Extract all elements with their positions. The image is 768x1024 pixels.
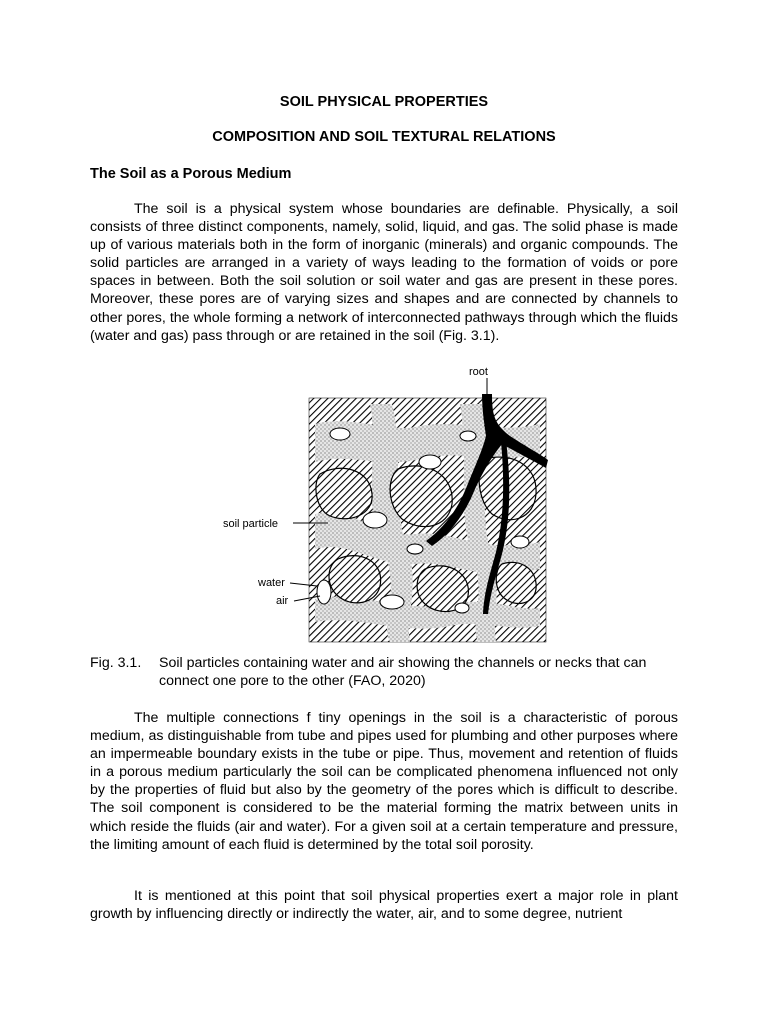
air-pocket xyxy=(380,595,404,609)
air-pocket xyxy=(363,512,387,528)
caption-text: Soil particles containing water and air showing the channels or necks that can connect one pore to the other (FAO, 2020) xyxy=(159,655,647,690)
soil-particle xyxy=(316,468,372,518)
label-water: water xyxy=(258,577,285,589)
paragraph-3: It is mentioned at this point that soil physical properties exert a major role in plant growth by influencing directly or indirectly the water, air, and to some degree, nutrient xyxy=(90,888,678,923)
air-pocket xyxy=(330,428,350,440)
label-soil-particle: soil particle xyxy=(223,518,279,530)
air-pocket xyxy=(407,544,423,554)
label-root: root xyxy=(469,366,488,378)
section-heading: The Soil as a Porous Medium xyxy=(90,166,292,182)
air-pocket xyxy=(460,431,476,441)
air-pocket xyxy=(317,580,331,604)
figure-soil-pores xyxy=(220,364,560,654)
soil-diagram xyxy=(220,364,560,654)
paragraph-2: The multiple connections f tiny openings in the soil is a characteristic of porous medium, as distinguishable from tube and pipes used for plumbing and other purposes where an impermeable boundary exists in the tube or pipe. Thus, movement and retention of fluids in a porous medium particularly the soil can be complicated phenomena influenced not only by the properties of fluid but also by the geometry of the pores which is difficult to describe. The soil component is considered to be the material forming the matrix between units in which reside the fluids (air and water). For a given soil at a certain temperature and pressure, the limiting amount of each fluid is determined by the total soil porosity. xyxy=(90,710,678,853)
air-pocket xyxy=(511,536,529,548)
caption-label: Fig. 3.1. xyxy=(90,655,142,671)
label-air: air xyxy=(276,595,289,607)
air-pocket xyxy=(419,455,441,469)
air-pocket xyxy=(455,603,469,613)
document-subtitle: COMPOSITION AND SOIL TEXTURAL RELATIONS xyxy=(212,129,556,145)
paragraph-1: The soil is a physical system whose boundaries are definable. Physically, a soil consists of three distinct components, namely, solid, liquid, and gas. The solid phase is made up of various materials both in the form of inorganic (minerals) and organic compounds. The solid particles are arranged in a variety of ways leading to the formation of voids or pore spaces in between. Both the soil solution or soil water and gas are present in these pores. Moreover, these pores are of varying sizes and shapes and are connected by channels to other pores, the whole forming a network of interconnected pathways through which the fluids (water and gas) pass through or are retained in the soil (Fig. 3.1). xyxy=(90,201,678,344)
document-title: SOIL PHYSICAL PROPERTIES xyxy=(279,94,489,110)
